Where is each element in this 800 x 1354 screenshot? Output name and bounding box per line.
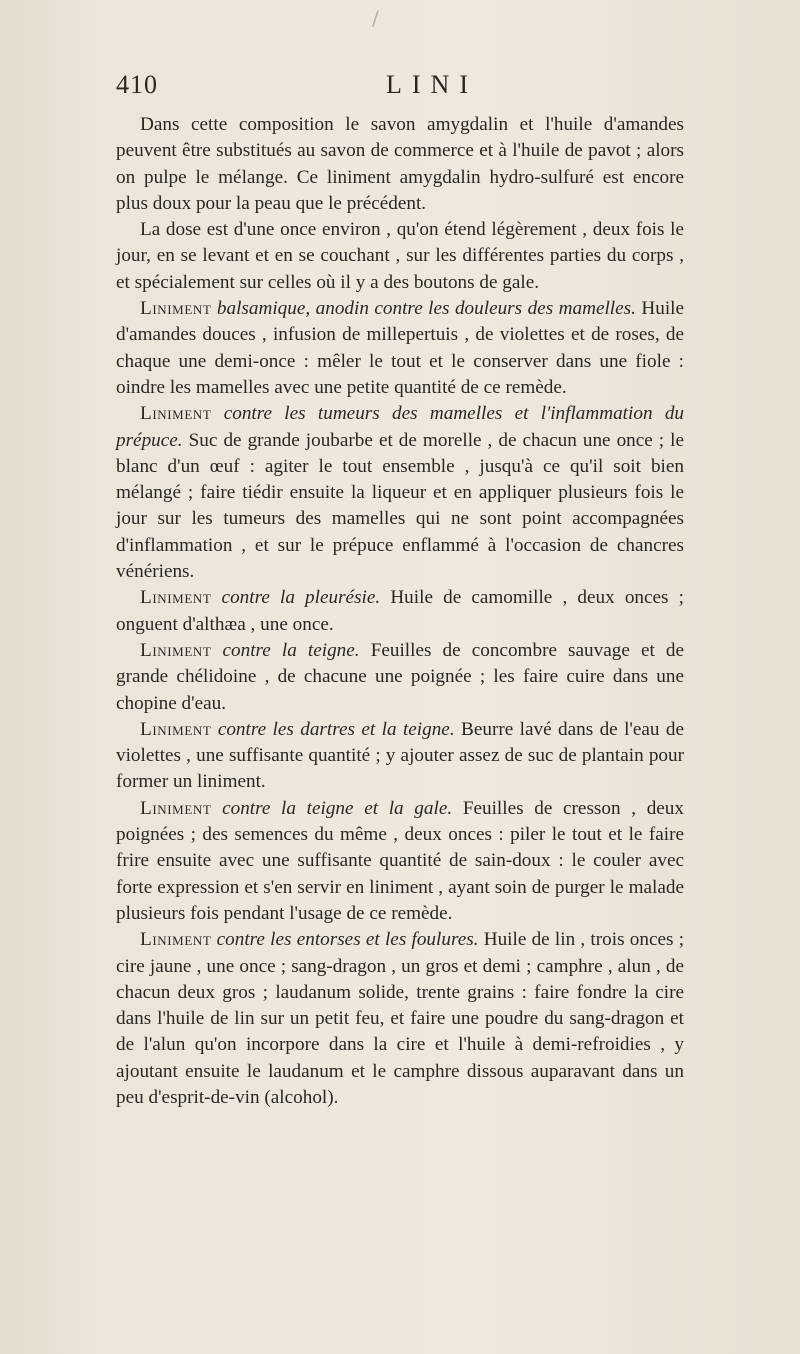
page-number: 410 — [116, 70, 158, 99]
paragraph — [116, 717, 684, 796]
paragraph-text: Huile de camomille , deux onces ; onguent d'althæa , une once. — [116, 587, 684, 635]
paragraph-text: Huile de lin , trois onces ; cire jaune , une once ; sang-dragon , un gros et demi ; camphre , alun , de chacun deux gros ; laudanum solide, trente grains : faire fondre la cire dans l'huile de lin sur un petit feu, et faire une poudre du sang-dragon et de l'alun qu'on incorpore dans la cire et l'huile à demi-refroidies , y ajoutant ensuite le laudanum et le camphre dissous auparavant dans un peu d'esprit-de-vin (alcohol). — [116, 929, 685, 1108]
entry-lead: Liniment — [140, 929, 212, 951]
entry-title: balsamique, anodin contre les douleurs des mamelles. — [216, 298, 636, 320]
paragraph-text: Huile d'amandes douces , infusion de millepertuis , de violettes et de roses, de chaque une demi-once : mêler le tout et le conserver dans une fiole : oindre les mamelles avec une petite quantité de ce remède. — [116, 298, 685, 398]
paragraph — [116, 927, 684, 1111]
entry-title: contre les tumeurs des mamelles et l'inflammation du prépuce. — [116, 403, 685, 451]
entry-title: contre les dartres et la teigne. — [217, 718, 455, 740]
entry-lead: Liniment — [140, 797, 212, 819]
page-header — [116, 70, 676, 110]
paragraph — [116, 638, 684, 717]
paragraph-text: Beurre lavé dans de l'eau de violettes , une suffisante quantité ; y ajouter assez de suc de plantain pour former un liniment. — [116, 718, 685, 793]
entry-lead: Liniment — [140, 403, 212, 425]
page-body — [116, 112, 684, 1111]
running-head: LINI — [386, 70, 478, 99]
paragraph-text: La dose est d'une once environ , qu'on étend légèrement , deux fois le jour, en se levant et en se couchant , sur les différentes parties du corps , et spécialement sur celles où il y a des boutons de gale. — [116, 219, 684, 293]
paragraph — [116, 112, 684, 217]
paragraph — [116, 296, 684, 401]
entry-title: contre la teigne et la gale. — [222, 797, 453, 819]
margin-mark: / — [372, 6, 379, 30]
entry-title: contre la pleurésie. — [221, 587, 381, 609]
paragraph — [116, 796, 684, 927]
paragraph — [116, 217, 684, 296]
entry-title: contre les entorses et les foulures. — [216, 929, 479, 951]
paragraph-text: Feuilles de concombre sauvage et de grande chélidoine , de chacune une poignée ; les faire cuire dans une chopine d'eau. — [116, 639, 684, 714]
entry-lead: Liniment — [140, 639, 212, 661]
entry-lead: Liniment — [140, 718, 212, 740]
entry-lead: Liniment — [140, 298, 212, 320]
paragraph — [116, 401, 684, 585]
paragraph-text: Dans cette composition le savon amygdalin et l'huile d'amandes peuvent être substitués au savon de commerce et à l'huile de pavot ; alors on pulpe le mélange. Ce liniment amygdalin hydro-sulfuré est encore plus doux pour la peau que le précédent. — [116, 114, 684, 214]
entry-lead: Liniment — [140, 587, 212, 609]
paragraph-text: Suc de grande joubarbe et de morelle , de chacun une once ; le blanc d'un œuf : agiter le tout ensemble , jusqu'à ce qu'il soit bien mélangé ; faire tiédir ensuite la liqueur et en appliquer plusieurs fois le jour sur les tumeurs des mamelles qui ne sont point accompagnées d'inflammation , et sur le prépuce enflammé à l'occasion de chancres vénériens. — [116, 429, 685, 583]
entry-title: contre la teigne. — [222, 639, 360, 661]
paragraph-text: Feuilles de cresson , deux poignées ; des semences du même , deux onces : piler le tout et le faire frire ensuite avec une suffisante quantité de sain-doux : le couler avec forte expression et s'en servir en liniment , ayant soin de purger le malade plusieurs fois pendant l'usage de ce remède. — [116, 797, 684, 924]
paragraph — [116, 585, 684, 638]
